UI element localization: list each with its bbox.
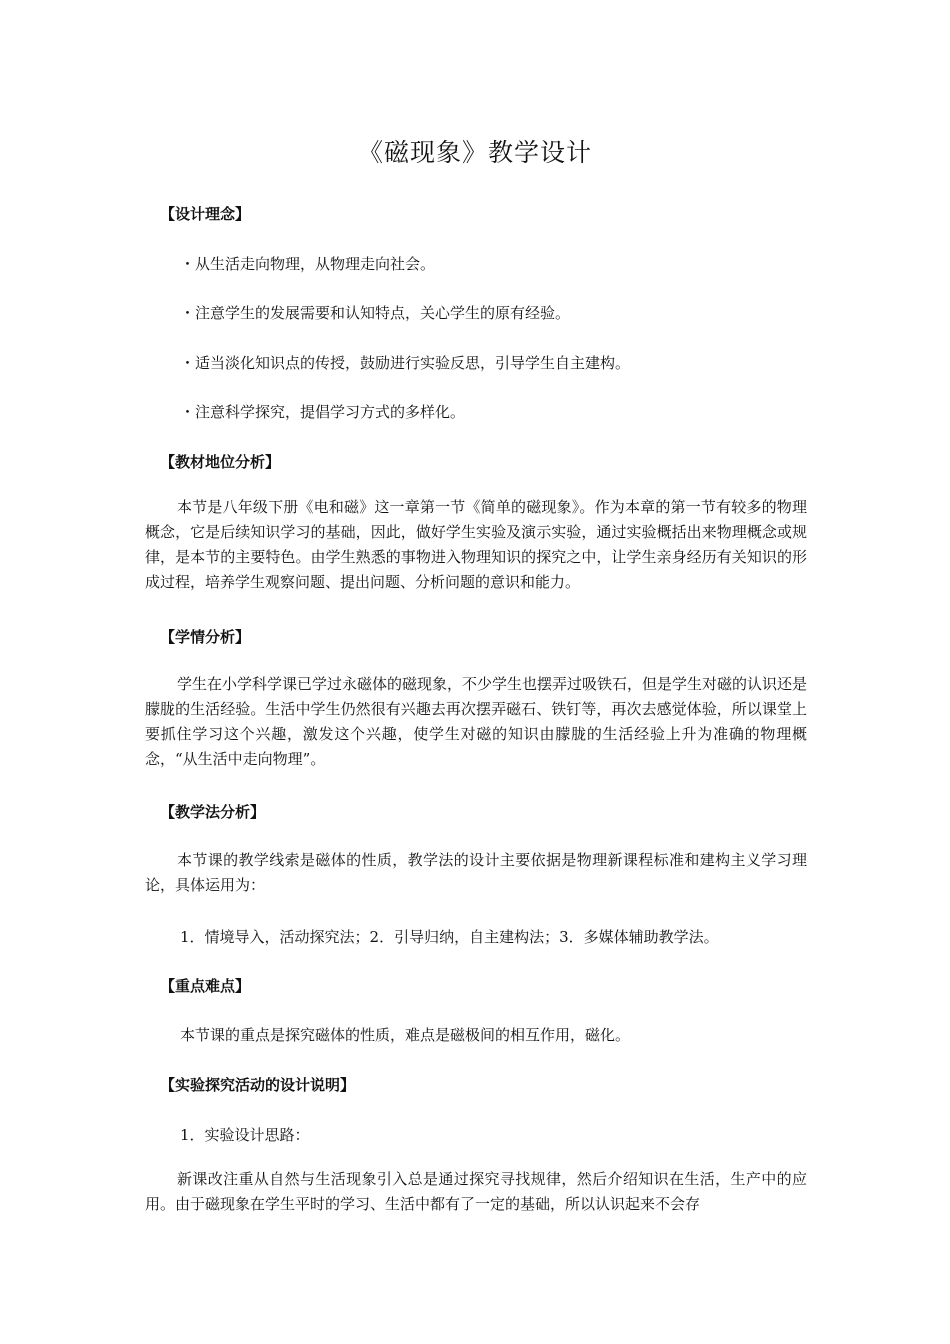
heading-experiment: 【实验探究活动的设计说明】 (160, 1076, 356, 1094)
document-title: 《磁现象》教学设计 (357, 138, 592, 167)
bullet-item: ・注意科学探究，提倡学习方式的多样化。 (180, 403, 466, 421)
heading-student-analysis: 【学情分析】 (160, 628, 251, 646)
method-list: 1．情境导入，活动探究法；2．引导归纳，自主建构法；3．多媒体辅助教学法。 (180, 928, 719, 946)
heading-method-analysis: 【教学法分析】 (160, 803, 266, 821)
heading-key-points: 【重点难点】 (160, 977, 251, 995)
bullet-item: ・从生活走向物理，从物理走向社会。 (180, 255, 436, 273)
bullet-item: ・适当淡化知识点的传授，鼓励进行实验反思，引导学生自主建构。 (180, 354, 631, 372)
heading-design-concept: 【设计理念】 (160, 205, 251, 223)
paragraph-method-analysis: 本节课的教学线索是磁体的性质，教学法的设计主要依据是物理新课程标准和建构主义学习理论，具体运用为： (145, 851, 807, 894)
heading-material-analysis: 【教材地位分析】 (160, 453, 281, 471)
paragraph-experiment: 新课改注重从自然与生活现象引入总是通过探究寻找规律，然后介绍知识在生活，生产中的应用。由于磁现象在学生平时的学习、生活中都有了一定的基础，所以认识起来不会存 (145, 1170, 807, 1213)
paragraph-material-analysis: 本节是八年级下册《电和磁》这一章第一节《简单的磁现象》。作为本章的第一节有较多的物理概念，它是后续知识学习的基础，因此，做好学生实验及演示实验，通过实验概括出来物理概念或规律，是本节的主要特色。由学生熟悉的事物进入物理知识的探究之中，让学生亲身经历有关知识的形成过程，培养学生观察问题、提出问题、分析问题的意识和能力。 (145, 498, 807, 591)
bullet-item: ・注意学生的发展需要和认知特点，关心学生的原有经验。 (180, 304, 571, 322)
experiment-subheading: 1．实验设计思路： (180, 1126, 310, 1144)
paragraph-student-analysis: 学生在小学科学课已学过永磁体的磁现象，不少学生也摆弄过吸铁石，但是学生对磁的认识还是朦胧的生活经验。生活中学生仍然很有兴趣去再次摆弄磁石、铁钉等，再次去感觉体验，所以课堂上要抓住学习这个兴趣，激发这个兴趣，使学生对磁的知识由朦胧的生活经验上升为准确的物理概念，“从生活中走向物理”。 (145, 675, 808, 768)
paragraph-key-points: 本节课的重点是探究磁体的性质，难点是磁极间的相互作用，磁化。 (180, 1026, 631, 1044)
